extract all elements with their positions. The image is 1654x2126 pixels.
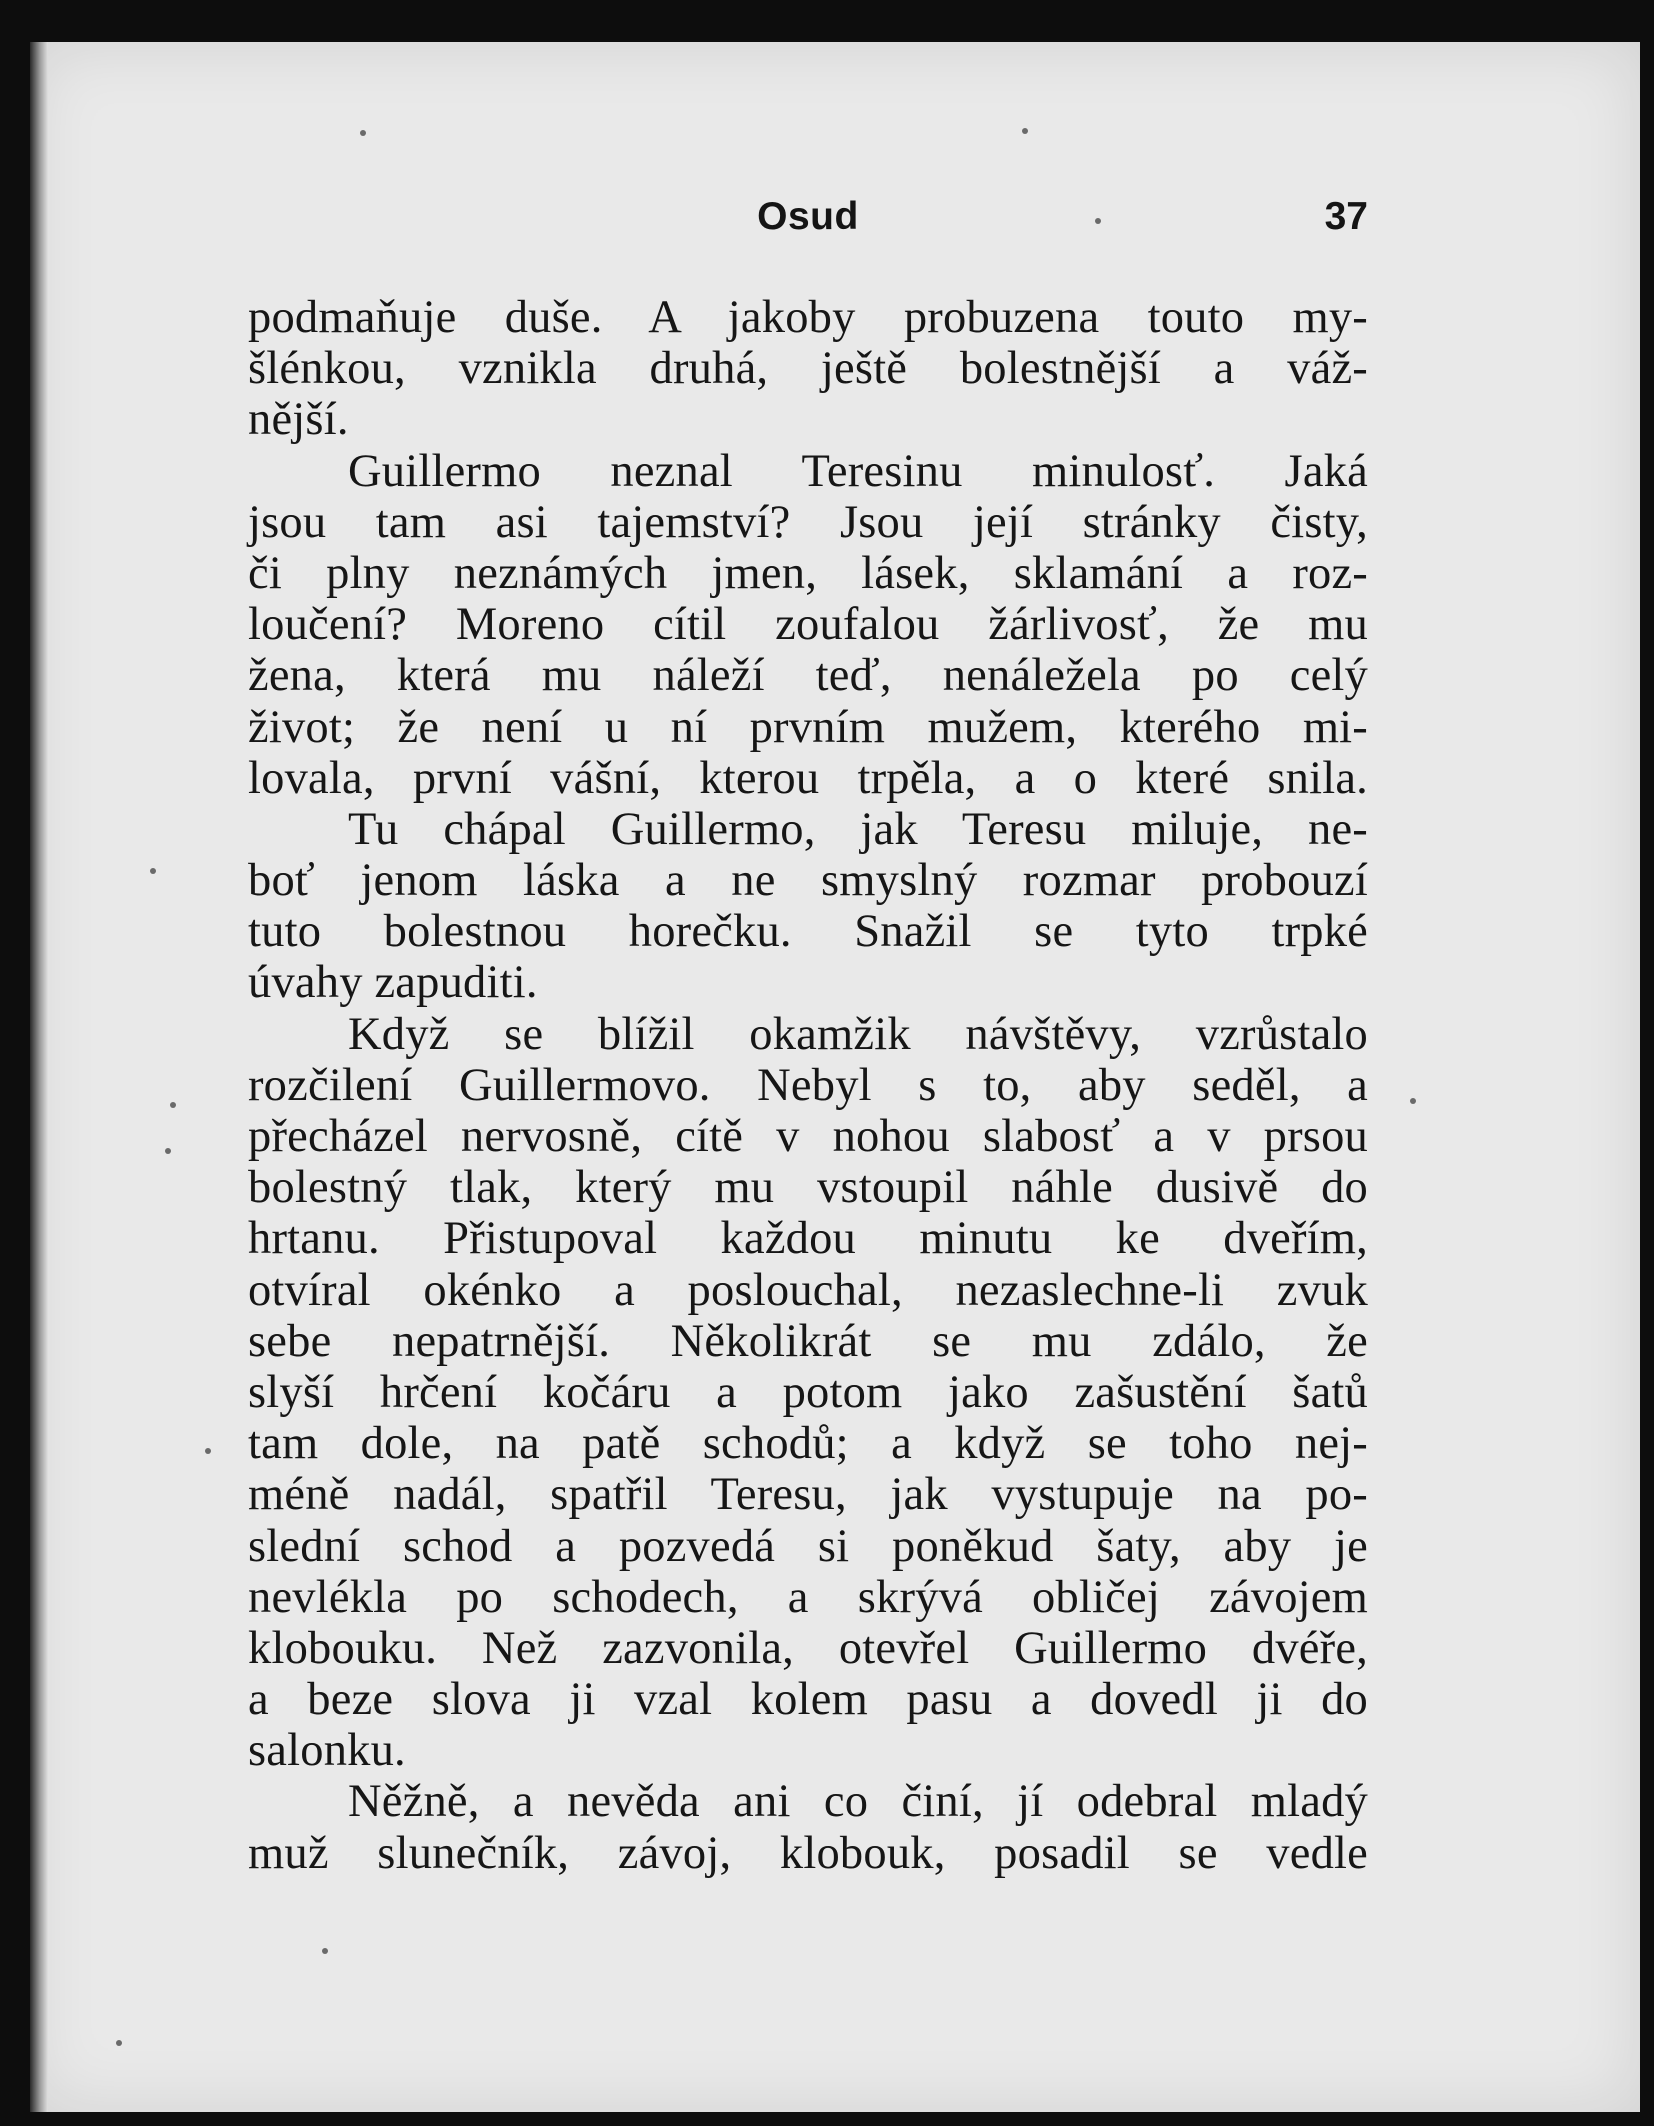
scan-speck [116, 2040, 122, 2046]
text-line: podmaňuje duše. A jakoby probuzena touto my- [248, 292, 1368, 343]
text-line: muž slunečník, závoj, klobouk, posadil se vedle [248, 1827, 1368, 1879]
text-line: a beze slova ji vzal kolem pasu a dovedl ji do [248, 1674, 1368, 1726]
text-line: boť jenom láska a ne smyslný rozmar probouzí [248, 855, 1368, 907]
text-line: loučení? Moreno cítil zoufalou žárlivosť, že mu [248, 599, 1368, 651]
text-line: slyší hrčení kočáru a potom jako zašustění šatů [248, 1366, 1368, 1418]
text-line: salonku. [248, 1725, 406, 1777]
scan-speck [205, 1448, 211, 1454]
text-line: Tu chápal Guillermo, jak Teresu miluje, ne- [348, 803, 1368, 855]
text-line: Když se blížil okamžik návštěvy, vzrůstalo [348, 1008, 1368, 1060]
text-line: šlénkou, vznikla druhá, ještě bolestnější a váž- [248, 343, 1368, 395]
scan-speck [1095, 218, 1101, 224]
body-text [248, 292, 1368, 1879]
text-line: hrtanu. Přistupoval každou minutu ke dveřím, [248, 1213, 1368, 1265]
text-line: sebe nepatrnější. Několikrát se mu zdálo, že [248, 1315, 1368, 1367]
page-spine-edge [30, 42, 48, 2112]
text-line: či plny neznámých jmen, lásek, sklamání a roz- [248, 547, 1368, 599]
text-line: nější. [248, 394, 349, 446]
text-line: klobouku. Než zazvonila, otevřel Guillermo dvéře, [248, 1622, 1368, 1674]
scan-speck [165, 1148, 171, 1154]
running-title: Osud [757, 195, 859, 238]
scan-speck [170, 1102, 176, 1108]
text-line: přecházel nervosně, cítě v nohou slabosť a v prsou [248, 1111, 1368, 1162]
text-line: bolestný tlak, který mu vstoupil náhle dusivě do [248, 1162, 1368, 1214]
scan-speck [1410, 1098, 1416, 1104]
page-header [248, 195, 1368, 251]
text-line: slední schod a pozvedá si poněkud šaty, aby je [248, 1520, 1368, 1572]
text-line: lovala, první vášní, kterou trpěla, a o které snila. [248, 752, 1368, 804]
text-line: tam dole, na patě schodů; a když se toho nej- [248, 1418, 1368, 1470]
text-line: Něžně, a nevěda ani co činí, jí odebral mladý [348, 1776, 1368, 1828]
scan-speck [360, 130, 366, 136]
text-line: úvahy zapuditi. [248, 957, 538, 1009]
text-line: žena, která mu náleží teď, nenáležela po celý [248, 650, 1368, 702]
scan-speck [150, 868, 156, 874]
text-line: jsou tam asi tajemství? Jsou její stránky čisty, [248, 496, 1368, 548]
text-line: méně nadál, spatřil Teresu, jak vystupuje na po- [248, 1469, 1368, 1521]
scan-speck [322, 1948, 328, 1954]
text-line: život; že není u ní prvním mužem, kterého mi- [248, 701, 1368, 753]
text-line: nevlékla po schodech, a skrývá obličej závojem [248, 1571, 1368, 1623]
scan-speck [1022, 128, 1028, 134]
text-line: tuto bolestnou horečku. Snažil se tyto trpké [248, 906, 1368, 958]
page-number: 37 [1324, 195, 1368, 238]
text-line: Guillermo neznal Teresinu minulosť. Jaká [348, 445, 1368, 497]
text-line: otvíral okénko a poslouchal, nezaslechne-li zvuk [248, 1264, 1368, 1316]
text-line: rozčilení Guillermovo. Nebyl s to, aby seděl, a [248, 1059, 1368, 1111]
